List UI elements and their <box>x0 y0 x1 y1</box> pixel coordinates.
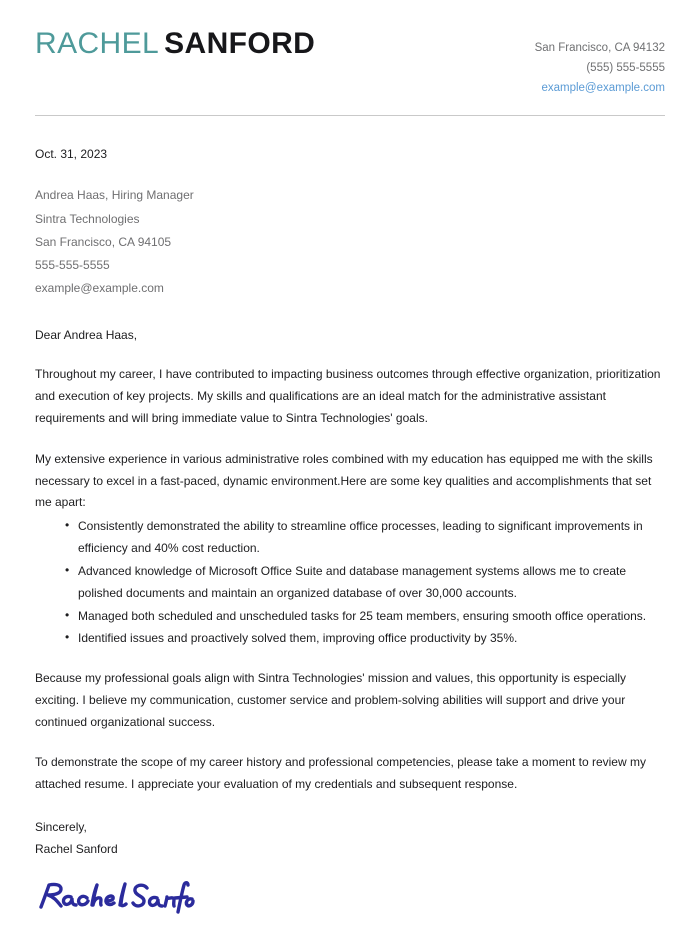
letter-date: Oct. 31, 2023 <box>35 147 108 162</box>
list-item: • Managed both scheduled and unscheduled tasks for 25 team members, ensuring smooth office operations. <box>65 606 665 628</box>
sender-last-name: SANFORD <box>164 27 316 60</box>
sender-first-name: RACHEL <box>35 27 160 60</box>
recipient-block <box>35 184 665 300</box>
sender-name-heading <box>35 24 315 60</box>
recipient-phone: 555-555-5555 <box>35 257 110 272</box>
sender-location: San Francisco, CA 94132 <box>534 42 665 54</box>
sender-signature-name: Rachel Sanford <box>35 842 118 857</box>
salutation: Dear Andrea Haas, <box>35 328 138 343</box>
sender-email-link[interactable]: example@example.com <box>541 82 665 95</box>
body-paragraph-3: Because my professional goals align with Sintra Technologies' mission and values, this opportunity is especially exciting. I believe my communication, customer service and problem-solving abilities will support and drive your continued organizational success. <box>35 671 627 729</box>
body-paragraph-1: Throughout my career, I have contributed to impacting business outcomes through effective organization, prioritization and execution of key projects. My skills and qualifications are an ideal match for the administrative assistant requirements and will bring immediate value to Sintra Technologies' goals. <box>35 367 661 425</box>
header-divider <box>35 115 665 116</box>
recipient-email: example@example.com <box>35 281 164 295</box>
body-paragraph-4: To demonstrate the scope of my career history and professional competencies, please take a moment to review my attached resume. I appreciate your evaluation of my credentials and subsequent response. <box>35 754 646 791</box>
letter-header <box>35 0 665 98</box>
list-item: • Advanced knowledge of Microsoft Office Suite and database management systems allows me to create polished documents and maintain an organized database of over 30,000 accounts. <box>65 561 665 605</box>
sender-contact-block <box>535 24 665 98</box>
list-item: • Identified issues and proactively solved them, improving office productivity by 35%. <box>65 628 665 650</box>
recipient-address: San Francisco, CA 94105 <box>35 234 172 249</box>
sign-off-block <box>35 817 665 860</box>
recipient-name-title: Andrea Haas, Hiring Manager <box>35 188 194 203</box>
handwritten-signature <box>35 880 665 920</box>
qualifications-list <box>35 516 665 650</box>
sign-off-text: Sincerely, <box>35 820 87 835</box>
list-item: • Consistently demonstrated the ability to streamline office processes, leading to significant improvements in efficiency and 40% cost reduction. <box>65 516 665 560</box>
sender-phone: (555) 555-5555 <box>586 62 665 75</box>
body-paragraph-2: My extensive experience in various administrative roles combined with my education has equipped me with the skills necessary to excel in a fast-paced, dynamic environment.Here are some key qualities and accomplishments that set me apart: <box>35 451 653 510</box>
recipient-company: Sintra Technologies <box>35 211 140 226</box>
